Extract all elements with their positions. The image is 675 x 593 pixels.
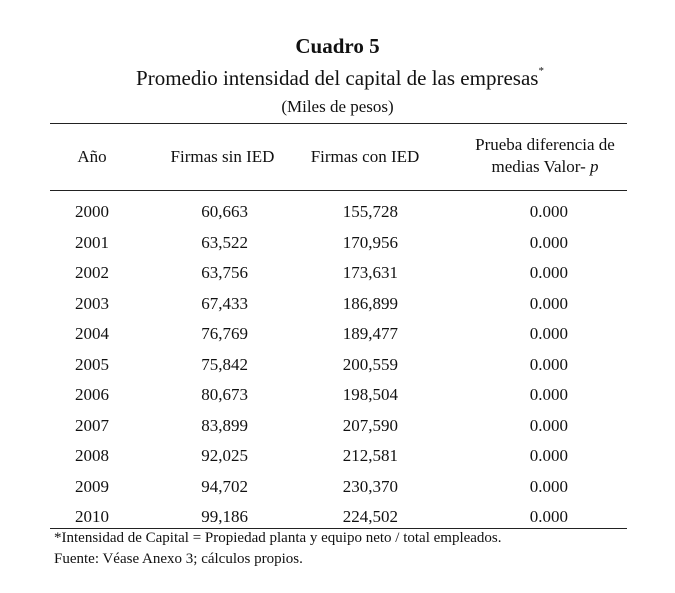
cell-firmas-con-ied: 230,370 [342,476,398,496]
cell-firmas-sin-ied: 63,756 [201,263,248,282]
cell-p-value: 0.000 [529,232,568,252]
cell-p-value: 0.000 [529,507,568,526]
header-test-p-symbol: p [590,157,599,176]
cell-firmas-con-ied: 200,559 [342,354,398,374]
cell-year: 2007 [75,415,109,435]
cell-firmas-sin-ied: 63,522 [201,232,248,252]
cell-firmas-sin-ied: 83,899 [201,415,248,435]
cell-firmas-sin-ied: 67,433 [201,293,248,313]
table-title: Cuadro 5 [295,34,380,58]
cell-year: 2009 [75,476,109,496]
table-body [0,198,675,534]
table-row [0,442,675,473]
cell-p-value: 0.000 [529,263,568,282]
cell-firmas-con-ied: 198,504 [342,385,398,404]
cell-firmas-con-ied: 155,728 [342,202,398,221]
header-year: Año [77,147,107,166]
table-row [0,473,675,504]
table-bottom-rule [50,528,627,529]
cell-p-value: 0.000 [529,293,568,313]
subtitle-text: Promedio intensidad del capital de las empresas [136,66,539,90]
cell-year: 2001 [75,232,109,252]
cell-firmas-sin-ied: 76,769 [201,324,248,343]
table-row [0,290,675,321]
cell-p-value: 0.000 [529,354,568,374]
header-test-line2-text: medias Valor- [491,157,586,176]
cell-p-value: 0.000 [529,446,568,465]
cell-year: 2000 [75,202,109,221]
subtitle-footnote-mark: * [538,65,544,77]
cell-year: 2002 [75,263,109,282]
header-firmas-con-ied: Firmas con IED [310,147,420,166]
cell-firmas-sin-ied: 94,702 [201,476,248,496]
cell-firmas-sin-ied: 80,673 [201,385,248,404]
table-row [0,412,675,443]
cell-p-value: 0.000 [529,476,568,496]
header-test-line2 [440,156,650,178]
cell-firmas-con-ied: 224,502 [342,507,398,526]
cell-year: 2006 [75,385,109,404]
cell-p-value: 0.000 [529,415,568,435]
cell-year: 2005 [75,354,109,374]
table-row [0,259,675,290]
cell-year: 2003 [75,293,109,313]
cell-year: 2004 [75,324,109,343]
source-note: Fuente: Véase Anexo 3; cálculos propios. [54,551,303,567]
footnote: *Intensidad de Capital = Propiedad planta y equipo neto / total empleados. [54,530,502,546]
header-prueba-diferencia [440,134,650,178]
cell-firmas-sin-ied: 75,842 [201,354,248,374]
cell-firmas-con-ied: 173,631 [342,263,398,282]
cell-firmas-con-ied: 207,590 [342,415,398,435]
table-top-rule [50,123,627,124]
table-row [0,351,675,382]
cell-p-value: 0.000 [529,324,568,343]
table-units: (Miles de pesos) [281,97,394,116]
header-test-line1: Prueba diferencia de [475,135,615,154]
cell-p-value: 0.000 [529,202,568,221]
table-subtitle [0,66,675,91]
table-row [0,381,675,412]
cell-firmas-con-ied: 212,581 [342,446,398,465]
table-row [0,198,675,229]
cell-p-value: 0.000 [529,385,568,404]
header-firmas-sin-ied: Firmas sin IED [170,147,275,166]
table-row [0,229,675,260]
cell-firmas-con-ied: 170,956 [342,232,398,252]
cell-firmas-sin-ied: 92,025 [201,446,248,465]
cell-firmas-sin-ied: 60,663 [201,202,248,221]
cell-firmas-sin-ied: 99,186 [201,507,248,526]
cell-year: 2010 [75,507,109,526]
table-row [0,320,675,351]
cell-firmas-con-ied: 186,899 [342,293,398,313]
cell-firmas-con-ied: 189,477 [342,324,398,343]
cell-year: 2008 [75,446,109,465]
table-header-rule [50,190,627,191]
